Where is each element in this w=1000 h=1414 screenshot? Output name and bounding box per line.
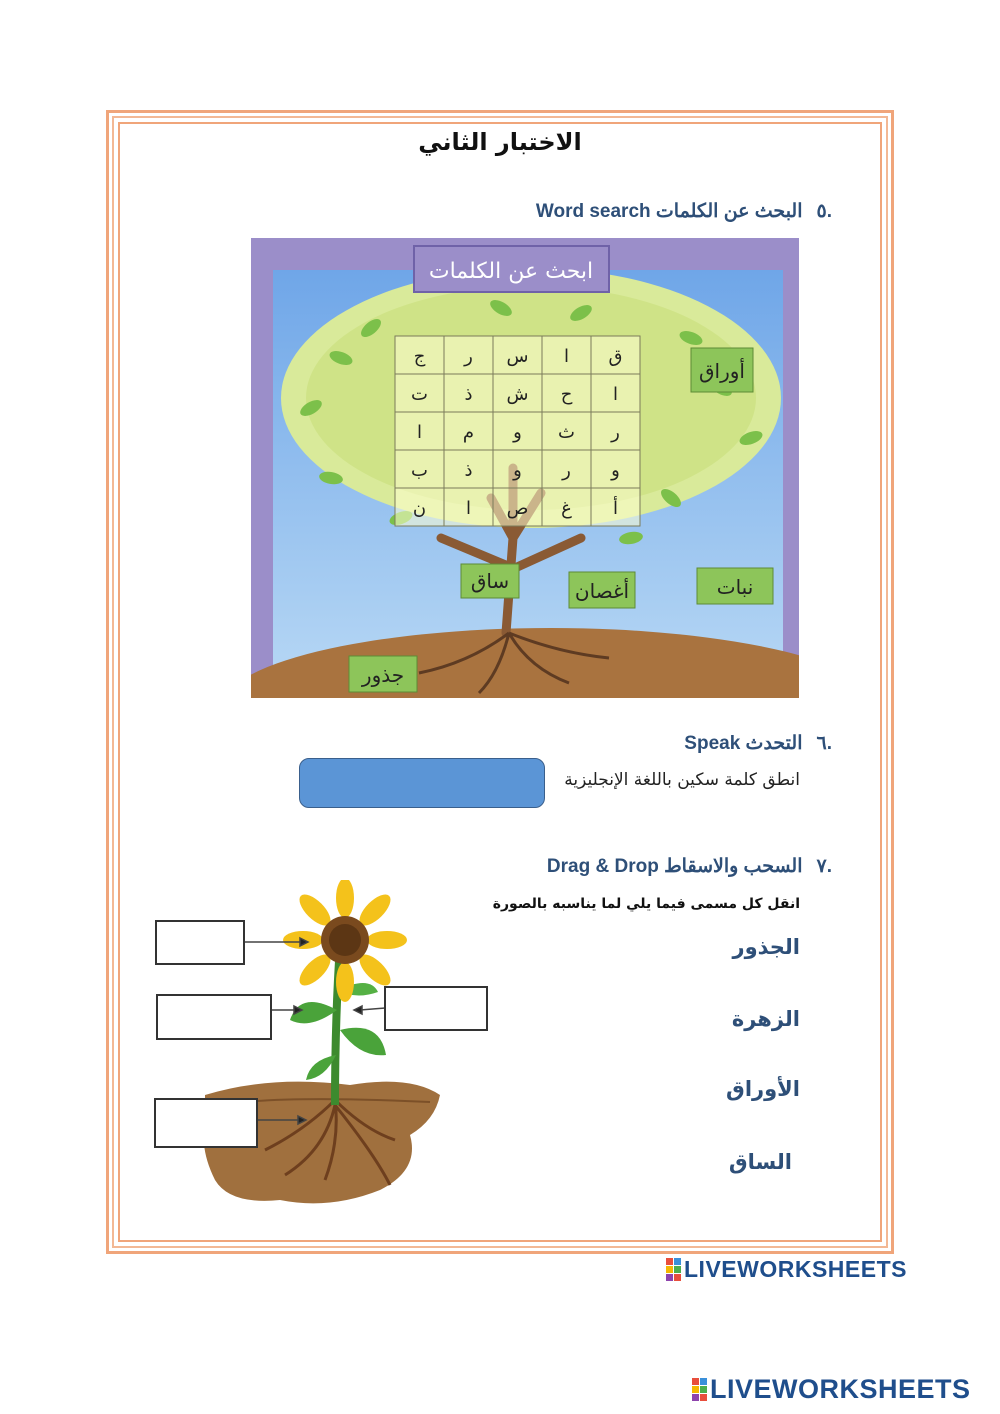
tag-leaves: أوراق (699, 359, 745, 383)
grid-letter: غ (561, 498, 572, 519)
grid-letter: ن (412, 498, 427, 519)
logo-squares-icon (692, 1378, 707, 1401)
question-7-number: .٧ (816, 856, 832, 877)
grid-letter: ب (411, 460, 428, 481)
question-6-heading (684, 732, 832, 755)
page-title: الاختبار الثاني (418, 128, 582, 156)
question-6-number: .٦ (816, 733, 832, 754)
drag-word-roots[interactable]: الجذور (732, 935, 800, 959)
question-5-label: البحث عن الكلمات Word search (535, 201, 803, 222)
grid-letter: و (513, 422, 522, 443)
liveworksheets-logo-footer (692, 1374, 971, 1405)
word-search-image (251, 238, 799, 698)
grid-letter: ح (560, 384, 573, 405)
tag-plant: نبات (716, 575, 754, 599)
grid-letter: ص (506, 498, 529, 519)
word-search-banner: ابحث عن الكلمات (428, 259, 594, 284)
liveworksheets-logo-inner (666, 1256, 907, 1283)
drag-word-stem[interactable]: الساق (728, 1150, 792, 1174)
drag-word-leaves[interactable]: الأوراق (726, 1077, 800, 1101)
tag-stem: ساق (470, 569, 510, 593)
question-7-heading (547, 855, 832, 878)
tag-roots: جذور (361, 663, 405, 687)
grid-letter: ر (611, 422, 620, 443)
grid-letter: و (513, 460, 522, 481)
grid-letter: ذ (464, 384, 473, 405)
grid-letter: ق (608, 346, 623, 367)
drop-box-roots[interactable] (154, 1098, 258, 1148)
grid-letter: ر (562, 460, 571, 481)
speak-prompt: انطق كلمة سكين باللغة الإنجليزية (564, 770, 800, 790)
grid-letter: ا (612, 384, 619, 405)
drop-box-leaves[interactable] (156, 994, 272, 1040)
drop-box-stem[interactable] (384, 986, 488, 1031)
grid-letter: م (462, 422, 475, 443)
question-6-label: التحدث Speak (684, 733, 803, 754)
question-5-heading (536, 200, 832, 223)
tag-branches: أغصان (574, 579, 630, 603)
drag-word-flower[interactable]: الزهرة (731, 1007, 800, 1031)
logo-text: LIVEWORKSHEETS (710, 1374, 971, 1404)
grid-letter: و (611, 460, 620, 481)
grid-letter: ج (413, 346, 426, 367)
drop-box-flower[interactable] (155, 920, 245, 965)
grid-letter: ا (416, 422, 423, 443)
question-5-number: .٥ (816, 201, 832, 222)
grid-letter: ر (464, 346, 473, 367)
grid-letter: أ (612, 498, 619, 519)
logo-text: LIVEWORKSHEETS (684, 1256, 907, 1282)
grid-letter: ا (465, 498, 472, 519)
grid-letter: ت (411, 384, 428, 405)
grid-letter: ا (563, 346, 570, 367)
word-search-grid (395, 336, 640, 526)
speak-record-button[interactable] (299, 758, 545, 808)
grid-letter: س (506, 346, 529, 367)
question-7-label: السحب والاسقاط Drag & Drop (546, 856, 803, 877)
grid-letter: ذ (464, 460, 473, 481)
grid-letter: ش (506, 384, 529, 405)
logo-squares-icon (666, 1258, 681, 1281)
drag-drop-instruction: انقل كل مسمى فيما يلي لما يناسبه بالصورة (492, 896, 800, 912)
grid-letter: ث (558, 422, 575, 443)
